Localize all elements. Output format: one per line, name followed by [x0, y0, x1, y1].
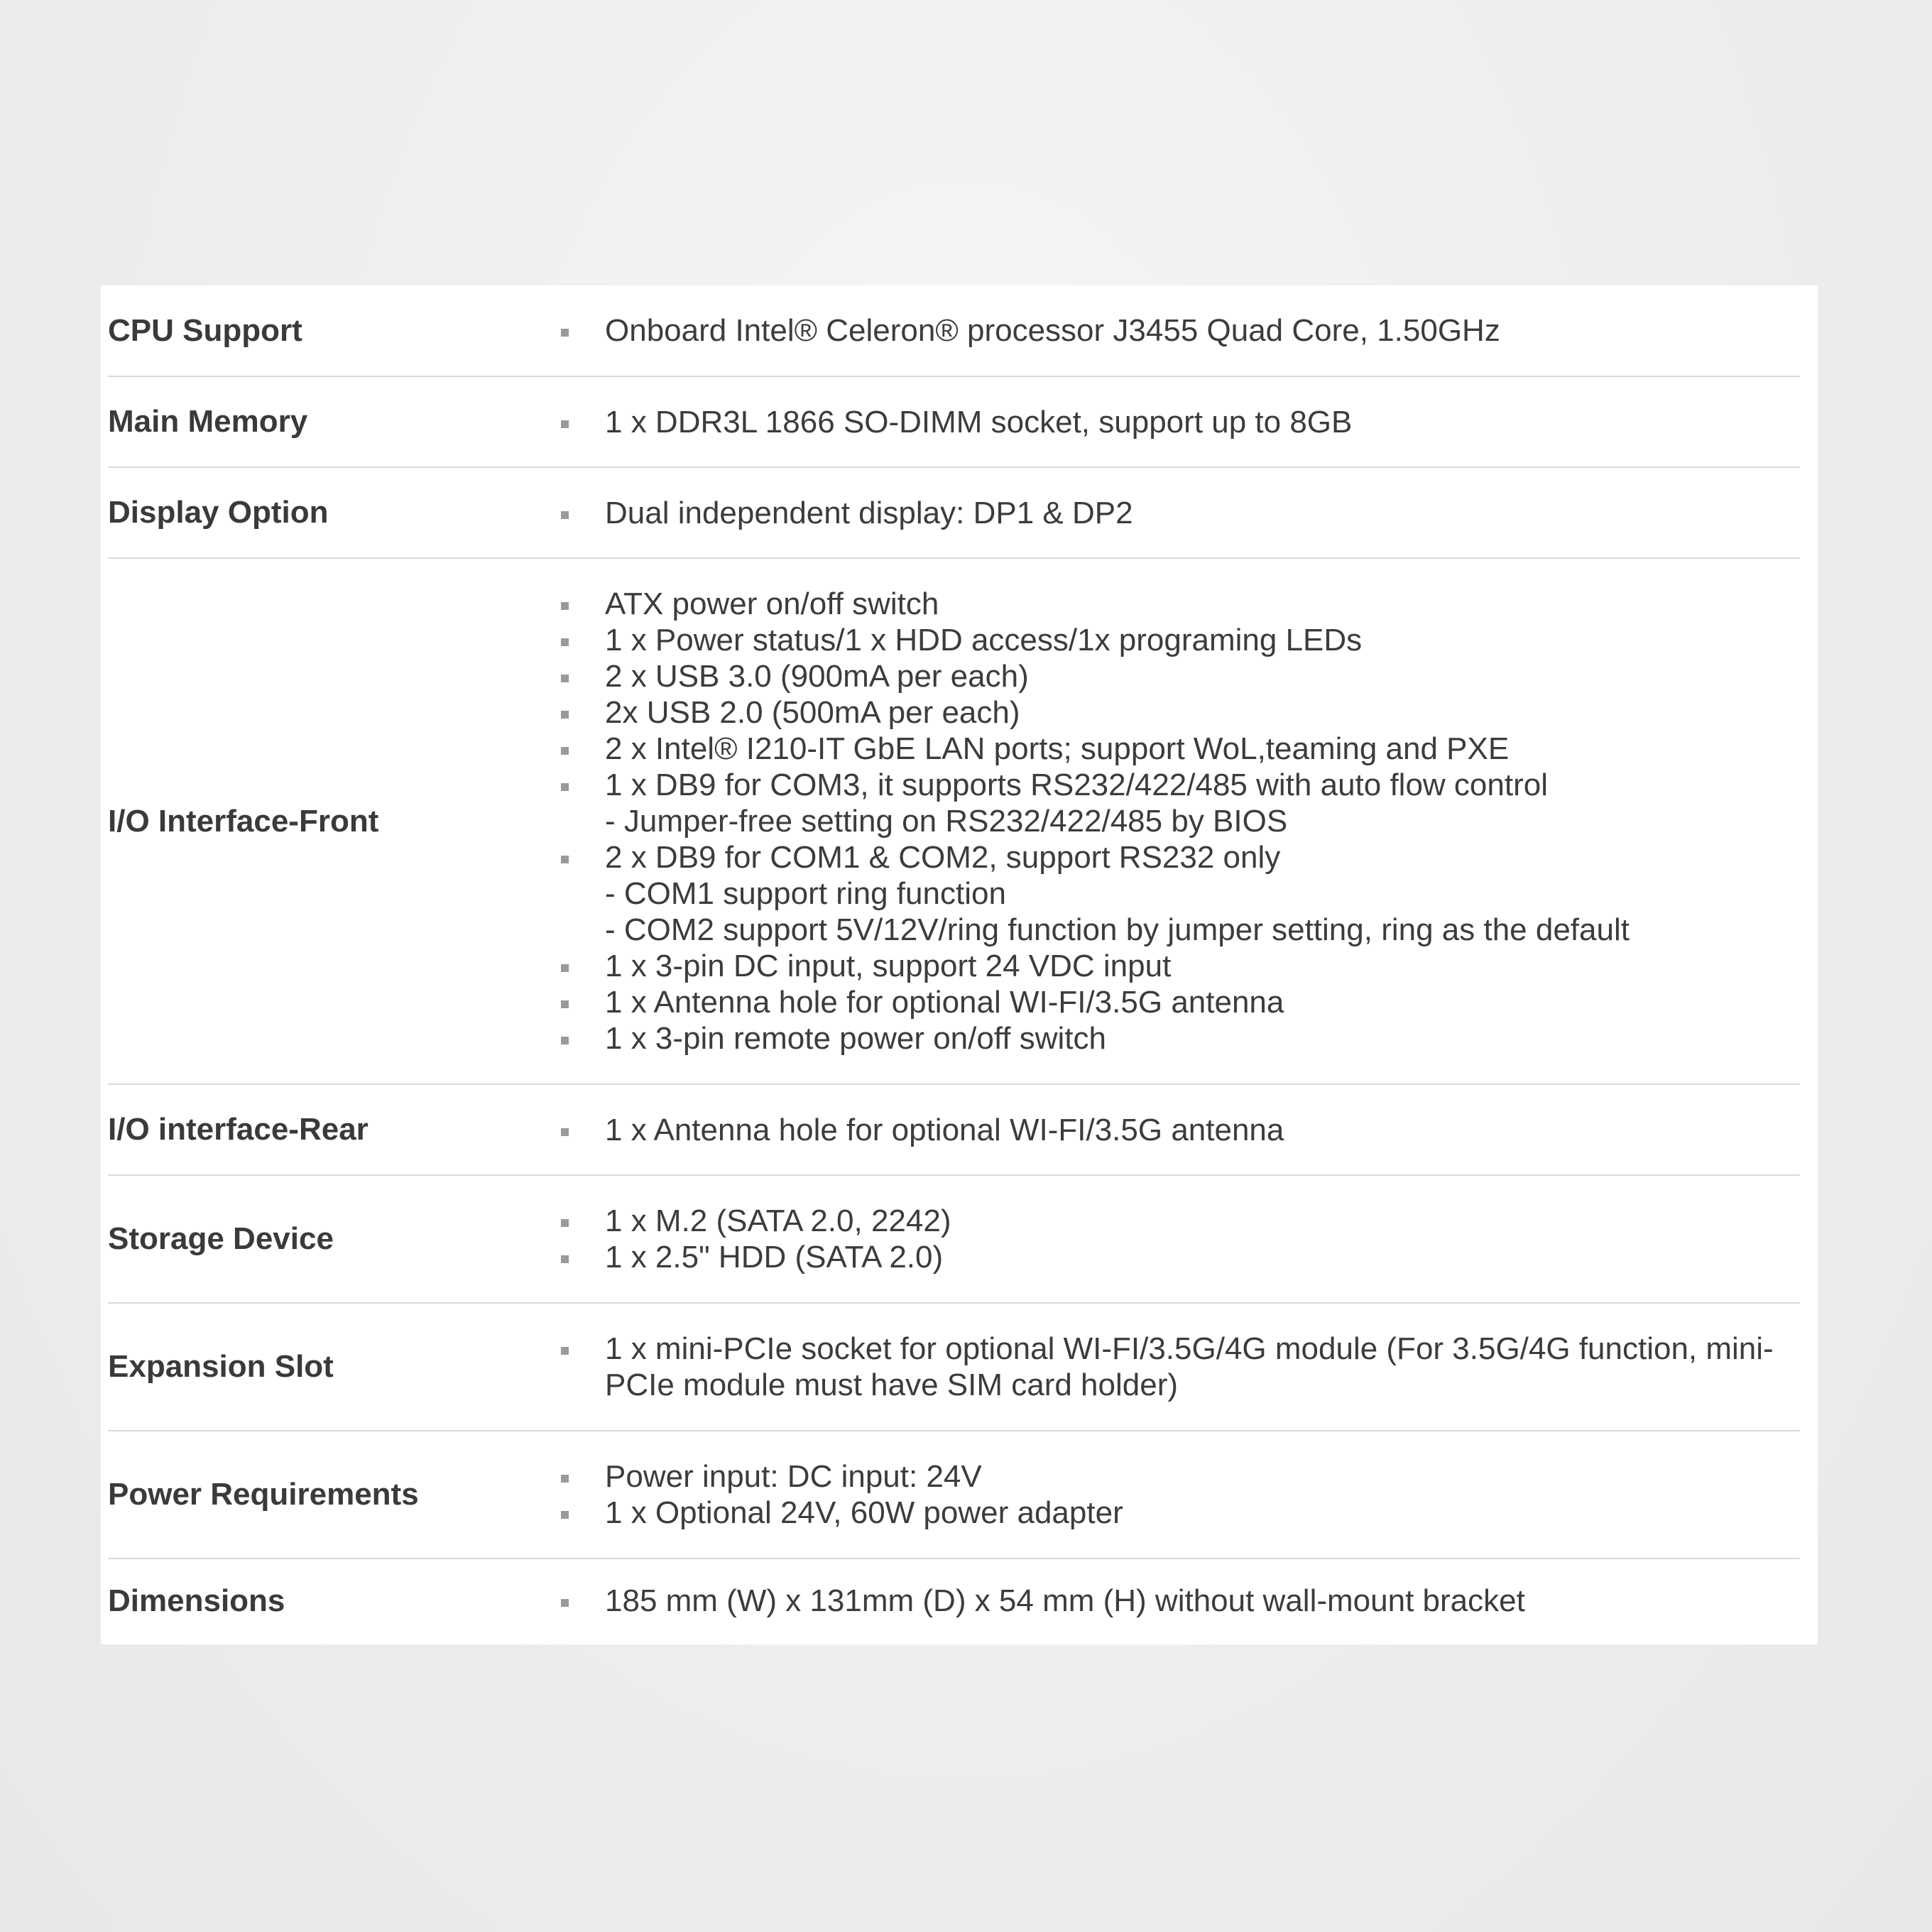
spec-label: CPU Support: [108, 285, 561, 376]
spec-item-text: 1 x Optional 24V, 60W power adapter: [605, 1495, 1123, 1530]
spec-label: Dimensions: [108, 1583, 285, 1618]
square-bullet-icon: [561, 1511, 569, 1519]
spec-item: [561, 767, 1800, 839]
spec-item-text: 1 x 3-pin DC input, support 24 VDC input: [605, 949, 1172, 983]
spec-item-text: 1 x Antenna hole for optional WI-FI/3.5G antenna: [605, 985, 1284, 1020]
spec-table: [108, 285, 1800, 1642]
spec-row: [108, 1303, 1800, 1431]
spec-row: [108, 1559, 1800, 1642]
spec-item-text: 1 x 2.5" HDD (SATA 2.0): [605, 1240, 944, 1275]
spec-value: [561, 285, 1800, 376]
spec-item-text: 1 x 3-pin remote power on/off switch: [605, 1021, 1106, 1056]
spec-item-text: 1 x mini-PCIe socket for optional WI-FI/3.5G/4G module (For 3.5G/4G function, mini-PCIe module must have SIM card holder): [605, 1331, 1774, 1402]
spec-item-text: ATX power on/off switch: [605, 586, 939, 621]
spec-item-list: [561, 1458, 1800, 1531]
square-bullet-icon: [561, 420, 569, 428]
spec-value: [561, 1431, 1800, 1559]
spec-item: [561, 731, 1800, 767]
spec-item-text: 185 mm (W) x 131mm (D) x 54 mm (H) without wall-mount bracket: [605, 1583, 1525, 1618]
spec-label: Expansion Slot: [108, 1303, 561, 1431]
spec-item-list: [561, 1331, 1800, 1403]
spec-item: [561, 1495, 1800, 1531]
spec-value: [561, 558, 1800, 1084]
spec-item-list: [561, 312, 1800, 349]
spec-item-list: [561, 404, 1800, 440]
spec-item-text: 1 x DB9 for COM3, it supports RS232/422/485 with auto flow control: [605, 768, 1548, 802]
square-bullet-icon: [561, 329, 569, 337]
spec-item-list: [561, 586, 1800, 1057]
spec-item-text: 2 x Intel® I210-IT GbE LAN ports; support WoL,teaming and PXE: [605, 731, 1510, 766]
spec-row: [108, 376, 1800, 467]
spec-label: I/O interface-Rear: [108, 1084, 561, 1175]
spec-item: [561, 1203, 1800, 1239]
spec-item: [561, 658, 1800, 694]
spec-item-list: [561, 1583, 1800, 1619]
spec-value: [561, 1559, 1800, 1642]
square-bullet-icon: [561, 1037, 569, 1044]
spec-item-subtext: - COM1 support ring function: [605, 876, 1006, 911]
spec-item-text: 2 x DB9 for COM1 & COM2, support RS232 only: [605, 840, 1281, 875]
spec-item: [561, 1458, 1800, 1495]
spec-item-list: [561, 495, 1800, 531]
spec-item-text: Onboard Intel® Celeron® processor J3455 Quad Core, 1.50GHz: [605, 313, 1500, 348]
spec-item: [561, 622, 1800, 658]
spec-item-subtext: - Jumper-free setting on RS232/422/485 by BIOS: [605, 804, 1288, 839]
spec-item: [561, 586, 1800, 622]
spec-row: [108, 1431, 1800, 1559]
square-bullet-icon: [561, 1128, 569, 1136]
square-bullet-icon: [561, 1000, 569, 1008]
spec-item-text: 1 x DDR3L 1866 SO-DIMM socket, support up to 8GB: [605, 404, 1353, 440]
spec-item: [561, 948, 1800, 984]
spec-panel: [101, 285, 1818, 1644]
spec-item-text: Power input: DC input: 24V: [605, 1459, 982, 1494]
spec-label: Power Requirements: [108, 1431, 561, 1559]
spec-item-text: Dual independent display: DP1 & DP2: [605, 495, 1133, 530]
spec-item: [561, 1020, 1800, 1057]
spec-value: [561, 376, 1800, 467]
square-bullet-icon: [561, 711, 569, 719]
square-bullet-icon: [561, 1347, 569, 1355]
spec-row: [108, 1084, 1800, 1175]
square-bullet-icon: [561, 964, 569, 972]
spec-item-subtext: - COM2 support 5V/12V/ring function by jumper setting, ring as the default: [605, 912, 1630, 947]
square-bullet-icon: [561, 856, 569, 863]
spec-label: Storage Device: [108, 1175, 561, 1303]
spec-table-body: [108, 285, 1800, 1642]
spec-item: [561, 839, 1800, 948]
spec-item-text: 1 x Power status/1 x HDD access/1x programing LEDs: [605, 623, 1363, 657]
spec-item: [561, 1583, 1800, 1619]
spec-item: [561, 1331, 1800, 1403]
spec-row: [108, 285, 1800, 376]
square-bullet-icon: [561, 511, 569, 519]
square-bullet-icon: [561, 747, 569, 755]
spec-item-text: 1 x Antenna hole for optional WI-FI/3.5G antenna: [605, 1112, 1284, 1147]
spec-item: [561, 404, 1800, 440]
spec-item-list: [561, 1112, 1800, 1148]
spec-label: Main Memory: [108, 376, 561, 467]
square-bullet-icon: [561, 783, 569, 791]
spec-value: [561, 1084, 1800, 1175]
spec-item-text: 2 x USB 3.0 (900mA per each): [605, 659, 1029, 694]
spec-item: [561, 1112, 1800, 1148]
square-bullet-icon: [561, 675, 569, 682]
square-bullet-icon: [561, 1475, 569, 1483]
spec-item-list: [561, 1203, 1800, 1275]
square-bullet-icon: [561, 1219, 569, 1227]
spec-item: [561, 984, 1800, 1020]
spec-item: [561, 312, 1800, 349]
spec-item: [561, 694, 1800, 731]
square-bullet-icon: [561, 1255, 569, 1263]
square-bullet-icon: [561, 1599, 569, 1607]
spec-item-text: 1 x M.2 (SATA 2.0, 2242): [605, 1204, 951, 1238]
spec-label: I/O Interface-Front: [108, 558, 561, 1084]
spec-item: [561, 1239, 1800, 1275]
spec-item: [561, 495, 1800, 531]
spec-row: [108, 558, 1800, 1084]
spec-row: [108, 467, 1800, 558]
spec-row: [108, 1175, 1800, 1303]
spec-value: [561, 467, 1800, 558]
square-bullet-icon: [561, 602, 569, 610]
spec-label: Display Option: [108, 467, 561, 558]
spec-value: [561, 1303, 1800, 1431]
spec-value: [561, 1175, 1800, 1303]
spec-item-text: 2x USB 2.0 (500mA per each): [605, 695, 1020, 730]
square-bullet-icon: [561, 638, 569, 646]
